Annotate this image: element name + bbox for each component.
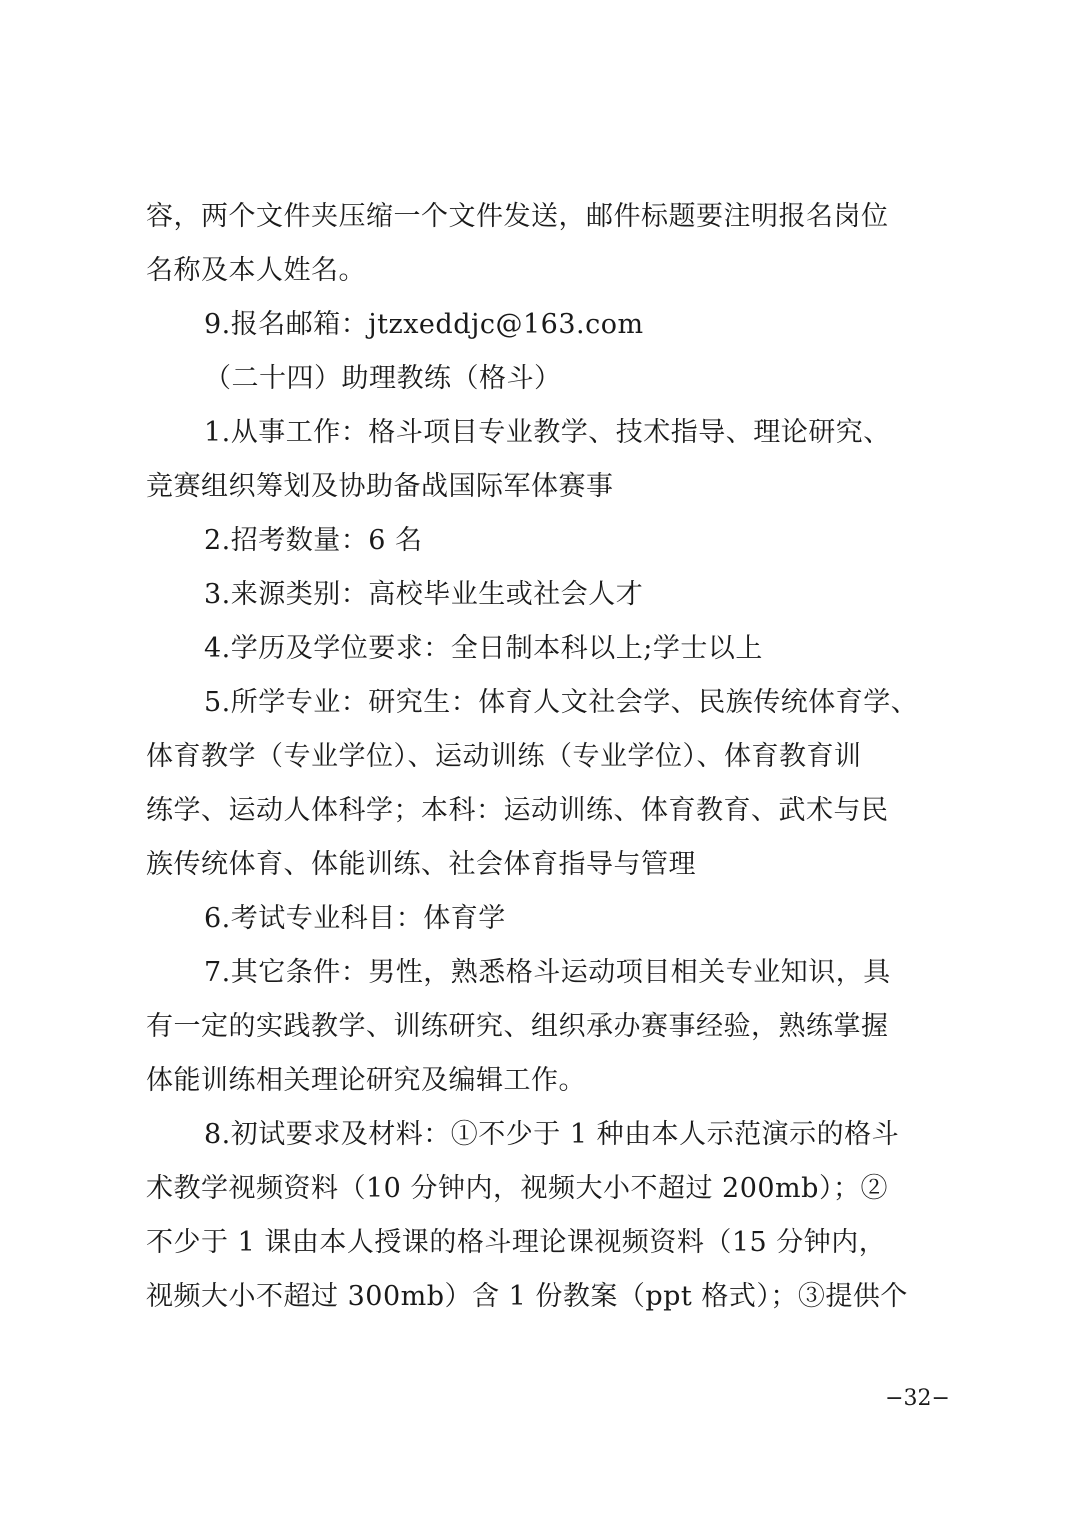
text-line: 9.报名邮箱：jtzxeddjc@163.com bbox=[204, 309, 644, 340]
text-line: 术教学视频资料（10 分钟内，视频大小不超过 200mb）；② bbox=[146, 1173, 888, 1204]
text-line: 4.学历及学位要求：全日制本科以上;学士以上 bbox=[204, 633, 763, 664]
text-line: 2.招考数量：6 名 bbox=[204, 525, 423, 556]
text-line: 视频大小不超过 300mb）含 1 份教案（ppt 格式）；③提供个 bbox=[146, 1281, 908, 1312]
text-line: （二十四）助理教练（格斗） bbox=[204, 363, 562, 394]
text-line: 体育教学（专业学位）、运动训练（专业学位）、体育教育训 bbox=[146, 741, 862, 772]
text-line: 6.考试专业科目：体育学 bbox=[204, 903, 506, 934]
text-line: 1.从事工作：格斗项目专业教学、技术指导、理论研究、 bbox=[204, 417, 891, 448]
text-line: 练学、运动人体科学；本科：运动训练、体育教育、武术与民 bbox=[146, 795, 889, 826]
page-number: −32− bbox=[885, 1386, 950, 1411]
text-line: 5.所学专业：研究生：体育人文社会学、民族传统体育学、 bbox=[204, 687, 919, 718]
text-line: 容，两个文件夹压缩一个文件发送，邮件标题要注明报名岗位 bbox=[146, 201, 889, 232]
text-line: 族传统体育、体能训练、社会体育指导与管理 bbox=[146, 849, 696, 880]
text-line: 名称及本人姓名。 bbox=[146, 255, 366, 286]
text-line: 3.来源类别：高校毕业生或社会人才 bbox=[204, 579, 644, 610]
document-body bbox=[146, 190, 946, 1324]
text-line: 7.其它条件：男性，熟悉格斗运动项目相关专业知识，具 bbox=[204, 957, 891, 988]
text-line: 体能训练相关理论研究及编辑工作。 bbox=[146, 1065, 586, 1096]
text-line: 不少于 1 课由本人授课的格斗理论课视频资料（15 分钟内， bbox=[146, 1227, 887, 1258]
text-line: 竞赛组织筹划及协助备战国际军体赛事 bbox=[146, 471, 614, 502]
text-line: 有一定的实践教学、训练研究、组织承办赛事经验，熟练掌握 bbox=[146, 1011, 889, 1042]
text-line: 8.初试要求及材料：①不少于 1 种由本人示范演示的格斗 bbox=[204, 1119, 900, 1150]
